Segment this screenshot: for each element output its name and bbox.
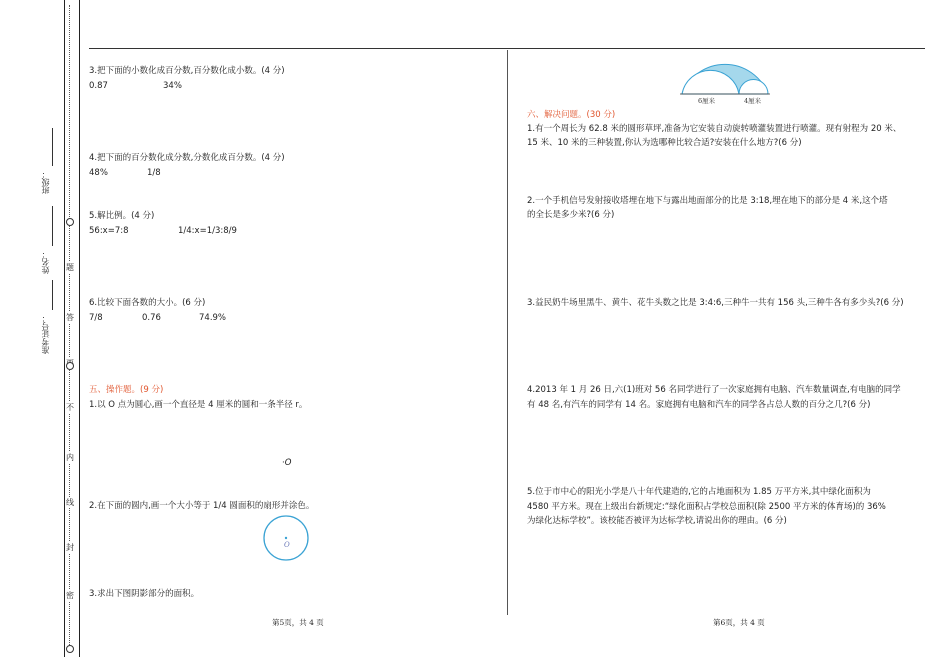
column-divider (507, 50, 508, 615)
section-5-heading (89, 383, 163, 397)
question-4-title: 4.把下面的百分数化成分数,分数化成百分数。(4 分) (89, 153, 285, 163)
section-6-heading (527, 108, 615, 122)
question-5-item: 1/4:x=1/3:8/9 (178, 226, 237, 236)
problem-5-line-2: 4580 平方米。现在上级出台新规定:“绿化面积占学校总面积(除 2500 平方米的体育场)的 36% (527, 502, 886, 512)
page-footer-right: 第6页，共 4 页 (713, 618, 765, 627)
seal-circle-mark (66, 645, 74, 653)
figure-label-6cm: 6厘米 (698, 97, 716, 105)
semicircle-figure (676, 46, 776, 106)
question-6-item: 74.9% (199, 313, 227, 323)
section-6-title: 六、解决问题。 (527, 110, 587, 120)
question-3-item: 34% (163, 81, 182, 91)
problem-1-line-2: 15 米、10 米的三种装置,你认为选哪种比较合适?安装在什么地方?(6 分) (527, 138, 802, 148)
problem-4-line-1: 4.2013 年 1 月 26 日,六(1)班对 56 名同学进行了一次家庭拥有电脑、汽车数量调查,有电脑的同学 (527, 385, 901, 395)
question-6-title: 6.比较下面各数的大小。(6 分) (89, 298, 206, 308)
seal-char: 密 (66, 591, 74, 600)
section-5-title: 五、操作题。 (89, 385, 141, 395)
problem-4-line-2: 有 48 名,有汽车的同学有 14 名。家庭拥有电脑和汽车的同学各占总人数的百分之几?(6 分) (527, 400, 871, 410)
question-5-title: 5.解比例。(4 分) (89, 211, 155, 221)
point-o-marker: ·O (282, 458, 292, 468)
section-5-score: (9 分) (140, 385, 164, 395)
question-6-item: 7/8 (89, 313, 103, 323)
seal-char: 封 (66, 543, 74, 552)
margin-border-right (79, 0, 80, 657)
problem-5-line-3: 为绿化达标学校”。该校能否被评为达标学校,请说出你的理由。(6 分) (527, 516, 787, 526)
class-underline (52, 128, 53, 166)
margin-border-left (64, 0, 65, 657)
name-underline (52, 206, 53, 246)
section-6-score: (30 分) (586, 110, 616, 120)
problem-2-line-1: 2.一个手机信号发射接收塔埋在地下与露出地面部分的比是 3:18,埋在地下的部分是 4 米,这个塔 (527, 196, 888, 206)
problem-3: 3.益民奶牛场里黑牛、黄牛、花牛头数之比是 3:4:6,三种牛一共有 156 头,三种牛各有多少头?(6 分) (527, 298, 904, 308)
seal-circle-mark (66, 362, 74, 370)
point-o-label: O (284, 458, 292, 468)
header-rule (89, 48, 925, 49)
question-3-title: 3.把下面的小数化成百分数,百分数化成小数。(4 分) (89, 66, 285, 76)
seal-char: 线 (66, 498, 74, 507)
seal-char: 答 (66, 313, 74, 322)
class-label: 班级： (41, 170, 50, 194)
circle-center-label: O (284, 541, 290, 549)
seal-char: 内 (66, 453, 74, 462)
question-5-item: 56:x=7:8 (89, 226, 129, 236)
operation-3: 3.求出下图阴影部分的面积。 (89, 589, 200, 599)
question-4-item: 1/8 (147, 168, 161, 178)
question-4-item: 48% (89, 168, 108, 178)
seal-circle-mark (66, 218, 74, 226)
operation-2: 2.在下面的圆内,画一个大小等于 1/4 圆面积的扇形并涂色。 (89, 501, 315, 511)
problem-5-line-1: 5.位于市中心的阳光小学是八十年代建造的,它的占地面积为 1.85 万平方米,其中绿化面积为 (527, 487, 871, 497)
drawing-circle (262, 514, 310, 562)
seal-dotted-line (69, 5, 71, 653)
page-footer-left: 第5页，共 4 页 (272, 618, 324, 627)
operation-1: 1.以 O 点为圆心,画一个直径是 4 厘米的圆和一条半径 r。 (89, 400, 308, 410)
figure-label-4cm: 4厘米 (744, 97, 762, 105)
question-3-item: 0.87 (89, 81, 108, 91)
exam-no-label: 准考证号： (41, 314, 50, 354)
seal-char: 题 (66, 263, 74, 272)
problem-2-line-2: 的全长是多少米?(6 分) (527, 210, 615, 220)
problem-1-line-1: 1.有一个周长为 62.8 米的圆形草坪,准备为它安装自动旋转喷灌装置进行喷灌。现有射程为 20 米、 (527, 124, 902, 134)
seal-char: 不 (66, 403, 74, 412)
name-label: 姓名： (41, 250, 50, 274)
question-6-item: 0.76 (142, 313, 161, 323)
exam-no-underline (52, 280, 53, 310)
